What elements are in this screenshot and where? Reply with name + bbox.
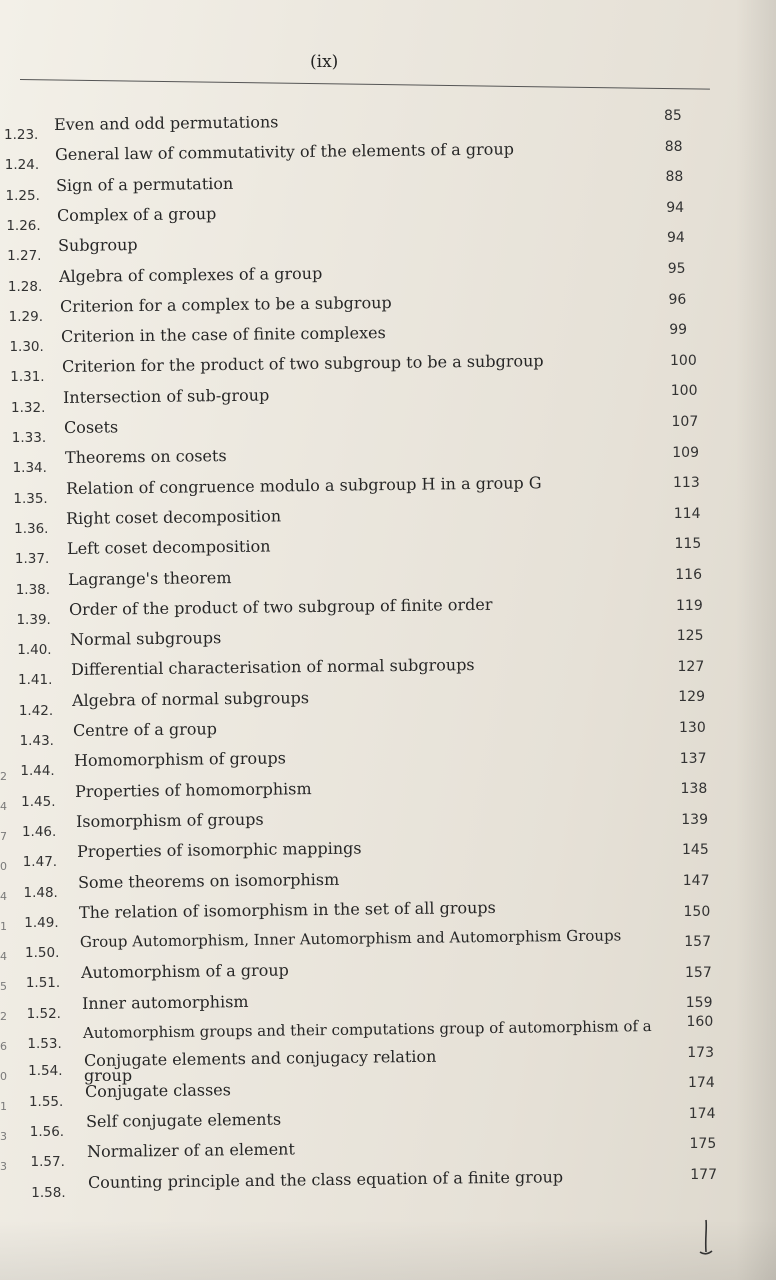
entry-title: Order of the product of two subgroup of finite order	[69, 594, 493, 619]
entry-page-number: 114	[673, 505, 701, 522]
entry-title: Automorphism groups and their computations group of automorphism of a	[82, 1017, 652, 1042]
entry-number: 1.46.	[21, 823, 57, 840]
entry-page-number: 159	[685, 995, 713, 1012]
entry-page-number: 107	[671, 414, 699, 430]
entry-number: 1.32.	[11, 399, 46, 416]
entry-page-number: 138	[680, 781, 708, 798]
entry-title: Criterion for the product of two subgroup to be a subgroup	[61, 351, 544, 377]
entry-number: 1.37.	[14, 551, 50, 568]
entry-number: 1.50.	[25, 945, 60, 962]
entry-title: Sign of a permutation	[55, 173, 234, 195]
entry-page-number: 96	[668, 291, 687, 308]
entry-number: 1.28.	[7, 278, 43, 295]
entry-number: 1.51.	[25, 975, 61, 992]
entry-title: Lagrange's theorem	[68, 567, 232, 589]
entry-page-number: 85	[664, 108, 682, 124]
margin-fragment: 2	[0, 1010, 7, 1023]
entry-number: 1.31.	[10, 369, 45, 386]
margin-fragment: 4	[0, 950, 7, 963]
entry-page-number: 174	[688, 1105, 716, 1122]
entry-title: Complex of a group	[56, 203, 217, 225]
entry-number: 1.26.	[6, 217, 41, 234]
entry-title: Criterion for a complex to be a subgroup	[59, 292, 392, 316]
entry-page-number: 137	[679, 750, 707, 767]
entry-title: Self conjugate elements	[85, 1109, 281, 1131]
entry-title: Differential characterisation of normal subgroups	[71, 655, 475, 680]
entry-title: The relation of isomorphism in the set of all groups	[78, 897, 496, 922]
entry-page-number: 94	[666, 199, 685, 216]
entry-page-number: 88	[664, 138, 683, 155]
entry-title: Properties of homomorphism	[74, 778, 312, 801]
entry-title: Algebra of normal subgroups	[72, 687, 310, 710]
entry-number: 1.56.	[29, 1123, 65, 1140]
entry-page-number: 127	[677, 658, 705, 675]
entry-page-number: 129	[678, 689, 705, 706]
entry-number: 1.58.	[31, 1184, 66, 1201]
margin-fragment: 5	[0, 980, 7, 993]
entry-page-number: 173	[687, 1044, 714, 1061]
entry-number: 1.57.	[30, 1154, 65, 1171]
entry-page-number: 94	[667, 230, 685, 247]
entry-page-number: 157	[684, 934, 711, 951]
entry-page-number: 147	[682, 873, 710, 889]
entry-title: Inner automorphism	[81, 991, 249, 1013]
entry-number: 1.35.	[13, 490, 48, 507]
entry-number: 1.49.	[24, 914, 59, 931]
entry-page-number: 88	[665, 169, 684, 186]
entry-title: Right coset decomposition	[66, 506, 282, 528]
entry-page-number: 145	[682, 842, 709, 859]
entry-continuation: group	[84, 1066, 133, 1085]
entry-title: Normal subgroups	[70, 628, 222, 650]
entry-page-number: 177	[690, 1167, 717, 1183]
entry-page-number: 157	[685, 964, 712, 981]
page-header: (ix)	[310, 52, 339, 72]
margin-fragment: 4	[0, 800, 7, 813]
entry-title: Even and odd permutations	[53, 112, 279, 134]
entry-title: Properties of isomorphic mappings	[76, 838, 362, 862]
margin-fragment: 0	[0, 860, 7, 873]
entry-number: 1.29.	[8, 308, 44, 325]
entry-number: 1.55.	[28, 1093, 64, 1110]
entry-number: 1.24.	[4, 157, 40, 174]
entry-number: 1.45.	[21, 793, 56, 810]
entry-title: Left coset decomposition	[67, 536, 272, 559]
margin-fragment: 0	[0, 1070, 7, 1083]
entry-page-number: 139	[681, 811, 708, 828]
entry-number: 1.41.	[18, 672, 53, 689]
entry-title: Some theorems on isomorphism	[77, 869, 340, 892]
entry-page-number: 113	[673, 475, 700, 492]
entry-title: Intersection of sub-group	[62, 385, 269, 407]
entry-page-number: 100	[670, 352, 697, 369]
entry-title: General law of commutativity of the elements of a group	[54, 139, 514, 165]
entry-page-number: 175	[689, 1136, 717, 1153]
entry-number: 1.47.	[22, 854, 58, 871]
entry-page-number: 119	[676, 597, 703, 614]
entry-title: Criterion in the case of finite complexes	[60, 323, 386, 347]
margin-fragment: 3	[0, 1130, 7, 1143]
handwritten-mark	[696, 1218, 716, 1266]
entry-number: 1.25.	[5, 187, 40, 204]
entry-number: 1.48.	[23, 884, 58, 901]
entry-number: 1.30.	[9, 339, 44, 356]
entry-title: Cosets	[63, 417, 118, 437]
entry-page-number: 109	[672, 444, 699, 461]
entry-title: Counting principle and the class equation of a finite group	[87, 1166, 563, 1192]
entry-title: Centre of a group	[73, 719, 218, 740]
entry-page-number: 160	[686, 1014, 714, 1030]
entry-title: Conjugate elements and conjugacy relation	[83, 1046, 437, 1071]
entry-number: 1.36.	[14, 520, 49, 537]
entry-page-number: 95	[667, 261, 686, 277]
entry-number: 1.52.	[26, 1005, 61, 1022]
entry-title: Automorphism of a group	[80, 960, 289, 983]
entry-number: 1.42.	[18, 702, 54, 719]
margin-fragment: 3	[0, 1160, 7, 1173]
entry-title: Subgroup	[57, 235, 138, 256]
margin-fragment: 1	[0, 1100, 7, 1113]
entry-number: 1.33.	[11, 430, 47, 446]
entry-title: Algebra of complexes of a group	[58, 263, 323, 286]
entry-number: 1.54.	[28, 1063, 63, 1080]
entry-page-number: 125	[676, 628, 704, 645]
entry-title: Theorems on cosets	[64, 446, 227, 468]
entry-title: Group Automorphism, Inner Automorphism and Automorphism Groups	[79, 926, 622, 952]
entry-page-number: 115	[674, 536, 702, 553]
margin-fragment: 7	[0, 830, 7, 843]
entry-title: Normalizer of an element	[86, 1139, 295, 1162]
entry-title: Homomorphism of groups	[74, 748, 287, 771]
entry-title: Isomorphism of groups	[75, 809, 264, 831]
entry-page-number: 100	[670, 383, 698, 400]
entry-page-number: 99	[669, 322, 688, 339]
margin-fragment: 6	[0, 1040, 7, 1053]
entry-number: 1.27.	[7, 248, 42, 265]
margin-fragment: 2	[0, 770, 7, 783]
entry-number: 1.23.	[4, 127, 39, 143]
entry-page-number: 130	[679, 720, 706, 736]
entry-number: 1.53.	[27, 1036, 62, 1052]
entry-number: 1.43.	[19, 733, 54, 749]
entry-page-number: 150	[683, 903, 711, 920]
entry-number: 1.34.	[12, 460, 47, 477]
entry-page-number: 116	[675, 567, 702, 583]
entry-number: 1.39.	[16, 611, 51, 628]
entry-number: 1.38.	[15, 581, 51, 598]
entry-number: 1.40.	[17, 642, 52, 659]
entry-number: 1.44.	[20, 763, 55, 780]
entry-page-number: 174	[688, 1075, 715, 1092]
entry-title: Relation of congruence modulo a subgroup H in a group G	[65, 472, 542, 498]
margin-fragment: 4	[0, 890, 7, 903]
entry-title: Conjugate classes	[84, 1079, 231, 1101]
margin-fragment: 1	[0, 920, 7, 933]
